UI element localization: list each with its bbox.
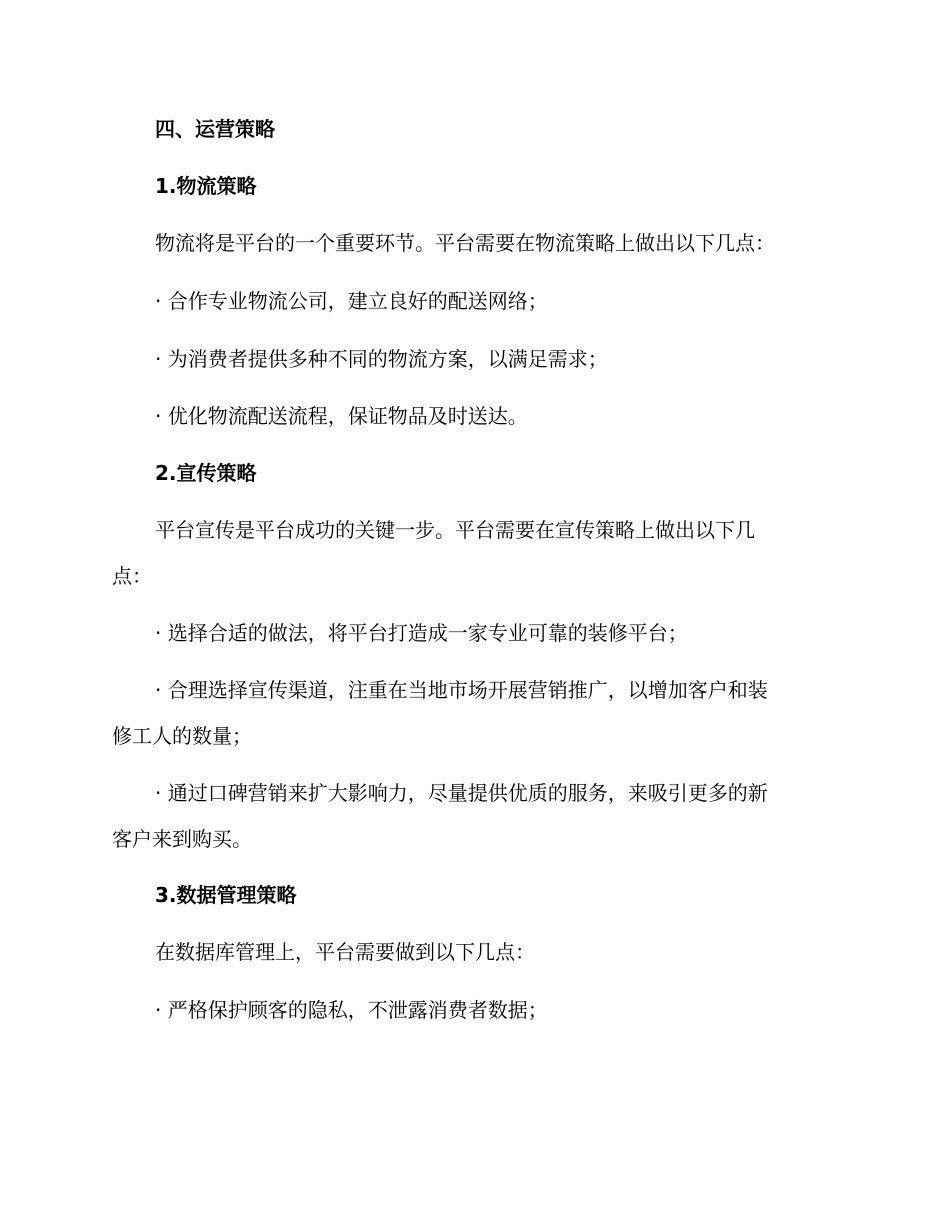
logistics-bullet-3: · 优化物流配送流程，保证物品及时送达。: [155, 404, 528, 428]
data-management-bullet-1: · 严格保护顾客的隐私，不泄露消费者数据；: [155, 998, 548, 1022]
data-management-intro: 在数据库管理上，平台需要做到以下几点：: [155, 940, 535, 964]
promotion-bullet-3-line-2: 客户来到购买。: [112, 827, 252, 851]
promotion-heading: 2.宣传策略: [155, 461, 257, 485]
promotion-bullet-3-line-1: · 通过口碑营销来扩大影响力，尽量提供优质的服务，来吸引更多的新: [155, 781, 768, 805]
promotion-bullet-1: · 选择合适的做法，将平台打造成一家专业可靠的装修平台；: [155, 621, 688, 645]
promotion-intro-line-1: 平台宣传是平台成功的关键一步。平台需要在宣传策略上做出以下几: [155, 518, 755, 542]
promotion-intro-line-2: 点：: [112, 564, 152, 588]
logistics-bullet-2: · 为消费者提供多种不同的物流方案，以满足需求；: [155, 347, 608, 371]
section-title: 四、运营策略: [155, 117, 275, 141]
logistics-heading: 1.物流策略: [155, 174, 257, 198]
promotion-bullet-2-line-2: 修工人的数量；: [112, 724, 252, 748]
promotion-bullet-2-line-1: · 合理选择宣传渠道，注重在当地市场开展营销推广，以增加客户和装: [155, 678, 768, 702]
data-management-heading: 3.数据管理策略: [155, 883, 297, 907]
logistics-bullet-1: · 合作专业物流公司，建立良好的配送网络；: [155, 289, 548, 313]
logistics-intro: 物流将是平台的一个重要环节。平台需要在物流策略上做出以下几点：: [155, 231, 775, 255]
